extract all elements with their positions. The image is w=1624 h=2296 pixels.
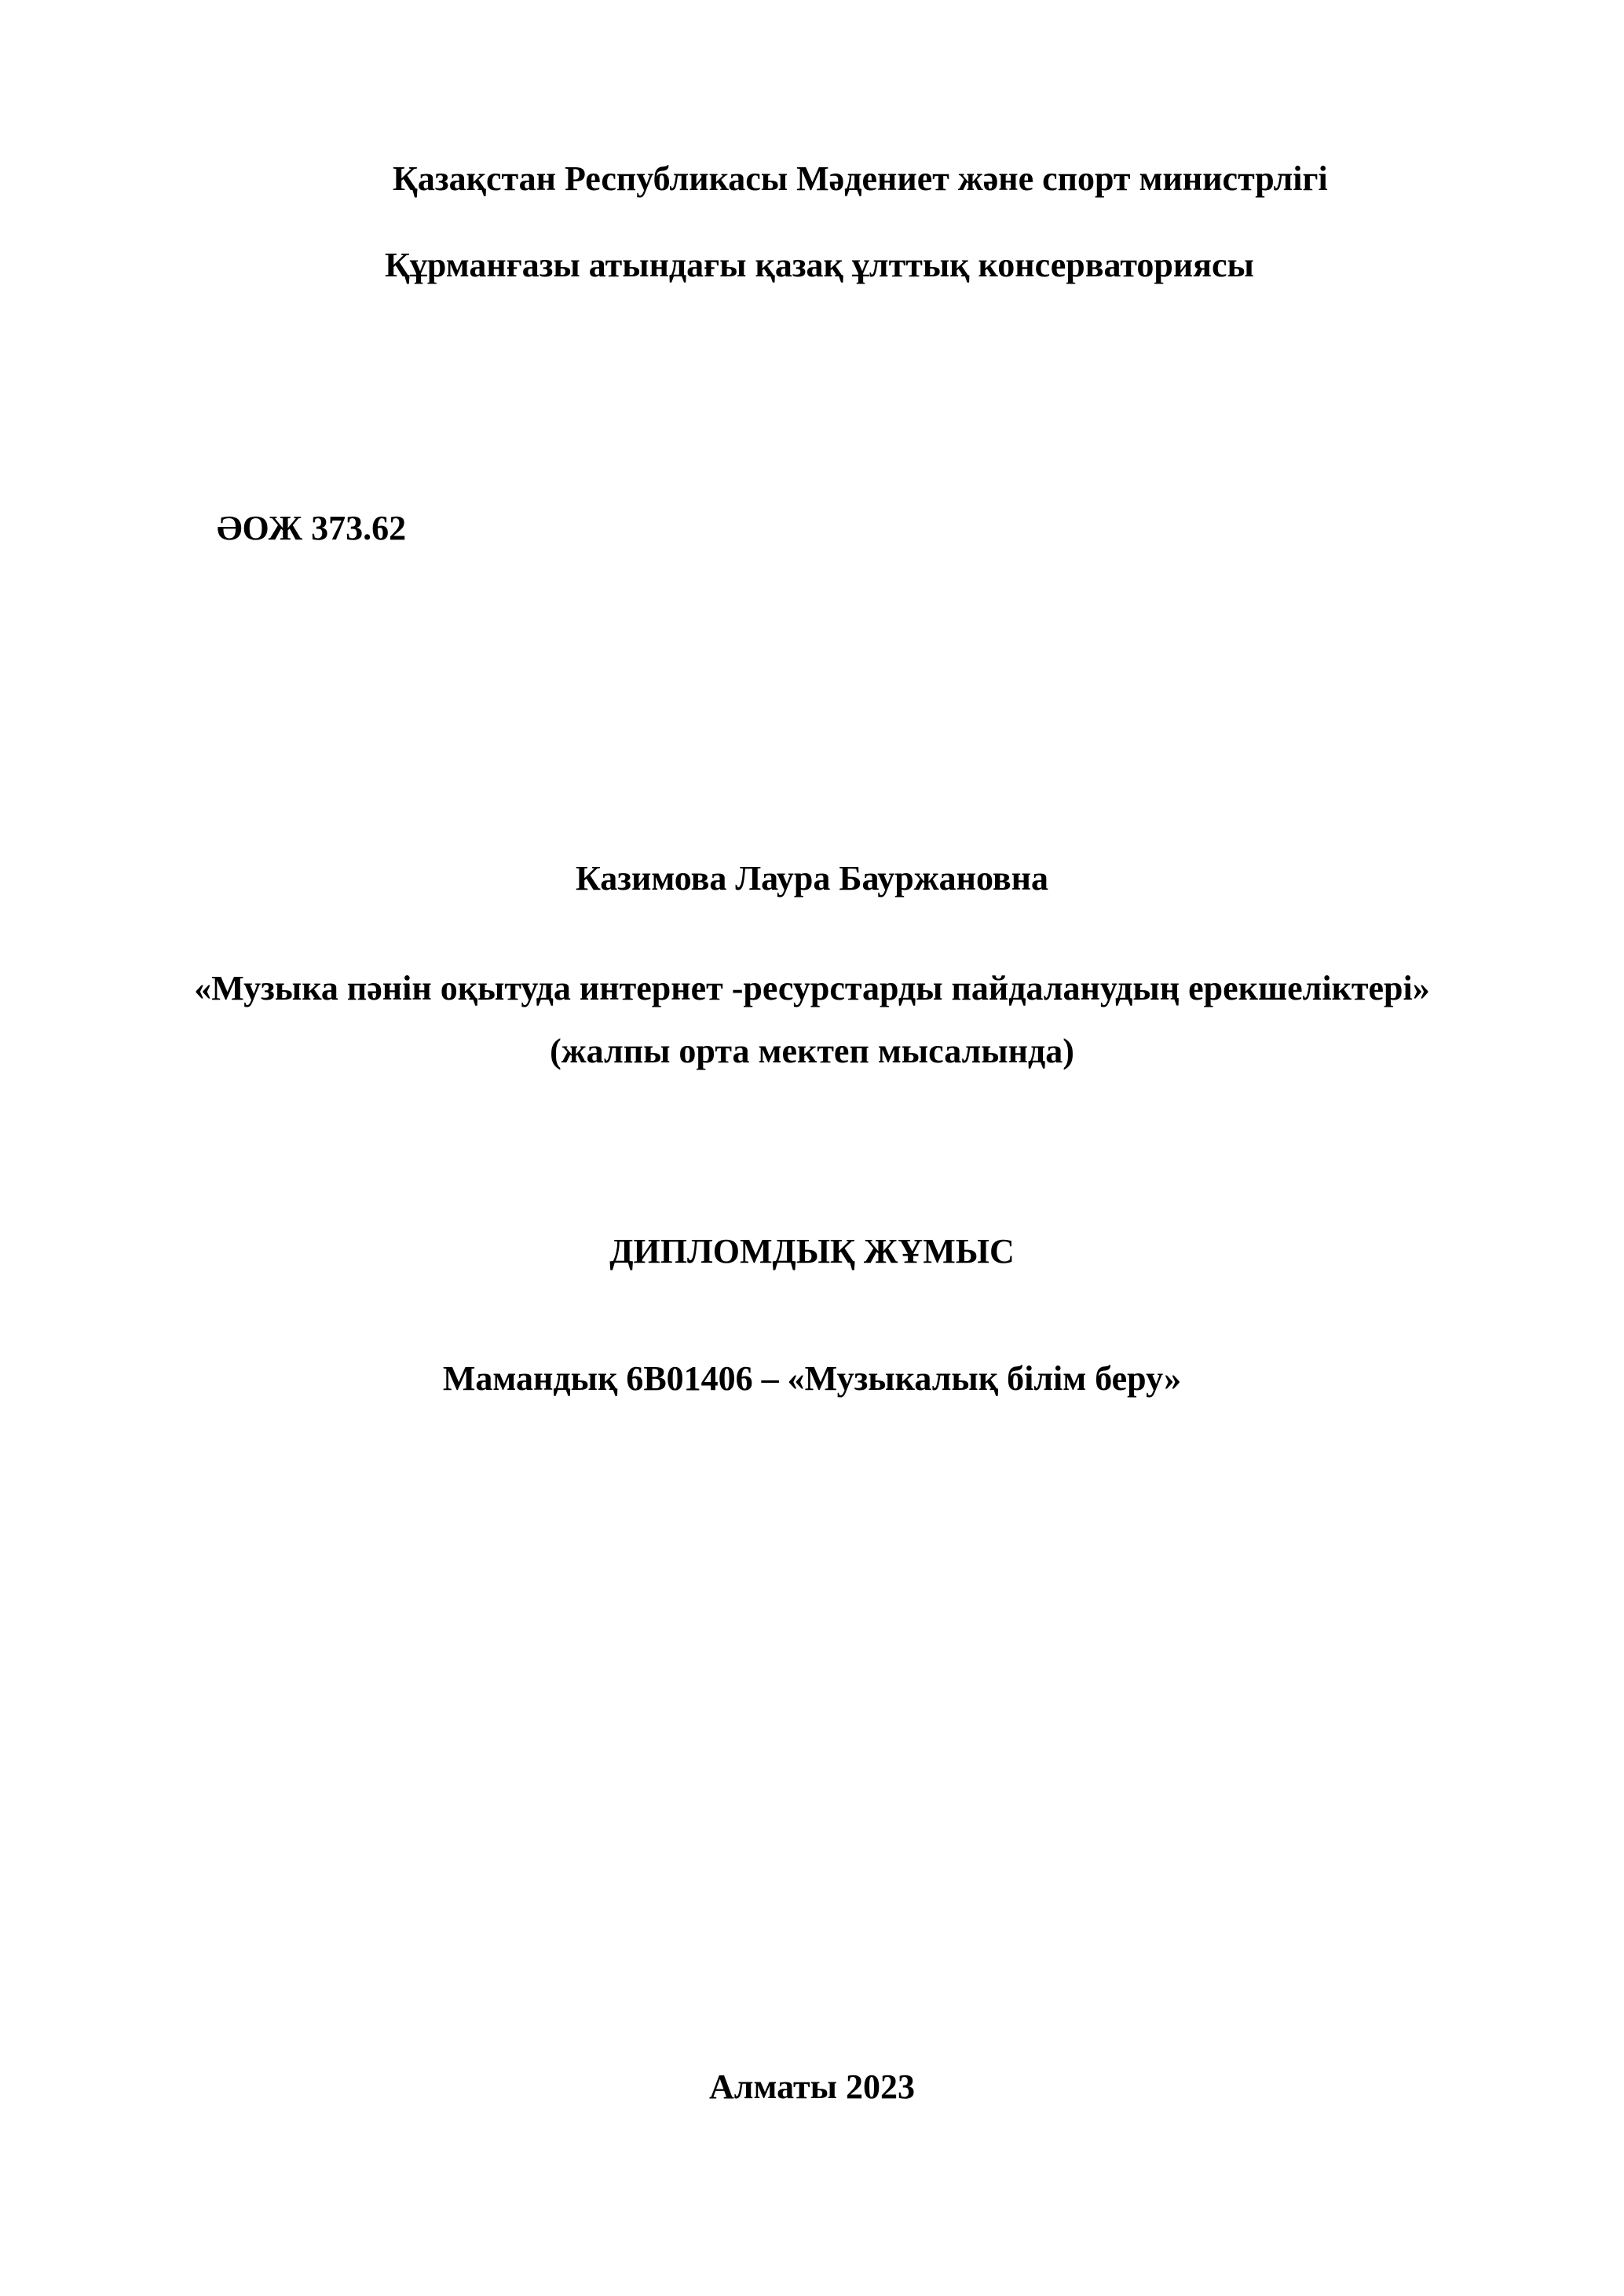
specialty: Мамандық 6В01406 – «Музыкалық білім беру» (442, 1359, 1182, 1398)
author-name: Казимова Лаура Бауржановна (575, 859, 1049, 898)
ministry-heading: Қазақстан Республикасы Мәдениет және спорт министрлігі (393, 159, 1328, 198)
thesis-subtitle: (жалпы орта мектеп мысалында) (550, 1032, 1074, 1070)
city-year: Алматы 2023 (709, 2067, 915, 2106)
thesis-title: «Музыка пәнін оқытуда интернет -ресурстарды пайдаланудың ерекшеліктері» (194, 969, 1430, 1007)
work-type: ДИПЛОМДЫҚ ЖҰМЫС (609, 1232, 1015, 1270)
conservatory-heading: Құрманғазы атындағы қазақ ұлттық консерваториясы (385, 246, 1254, 284)
udc-code: ӘОЖ 373.62 (217, 509, 407, 547)
